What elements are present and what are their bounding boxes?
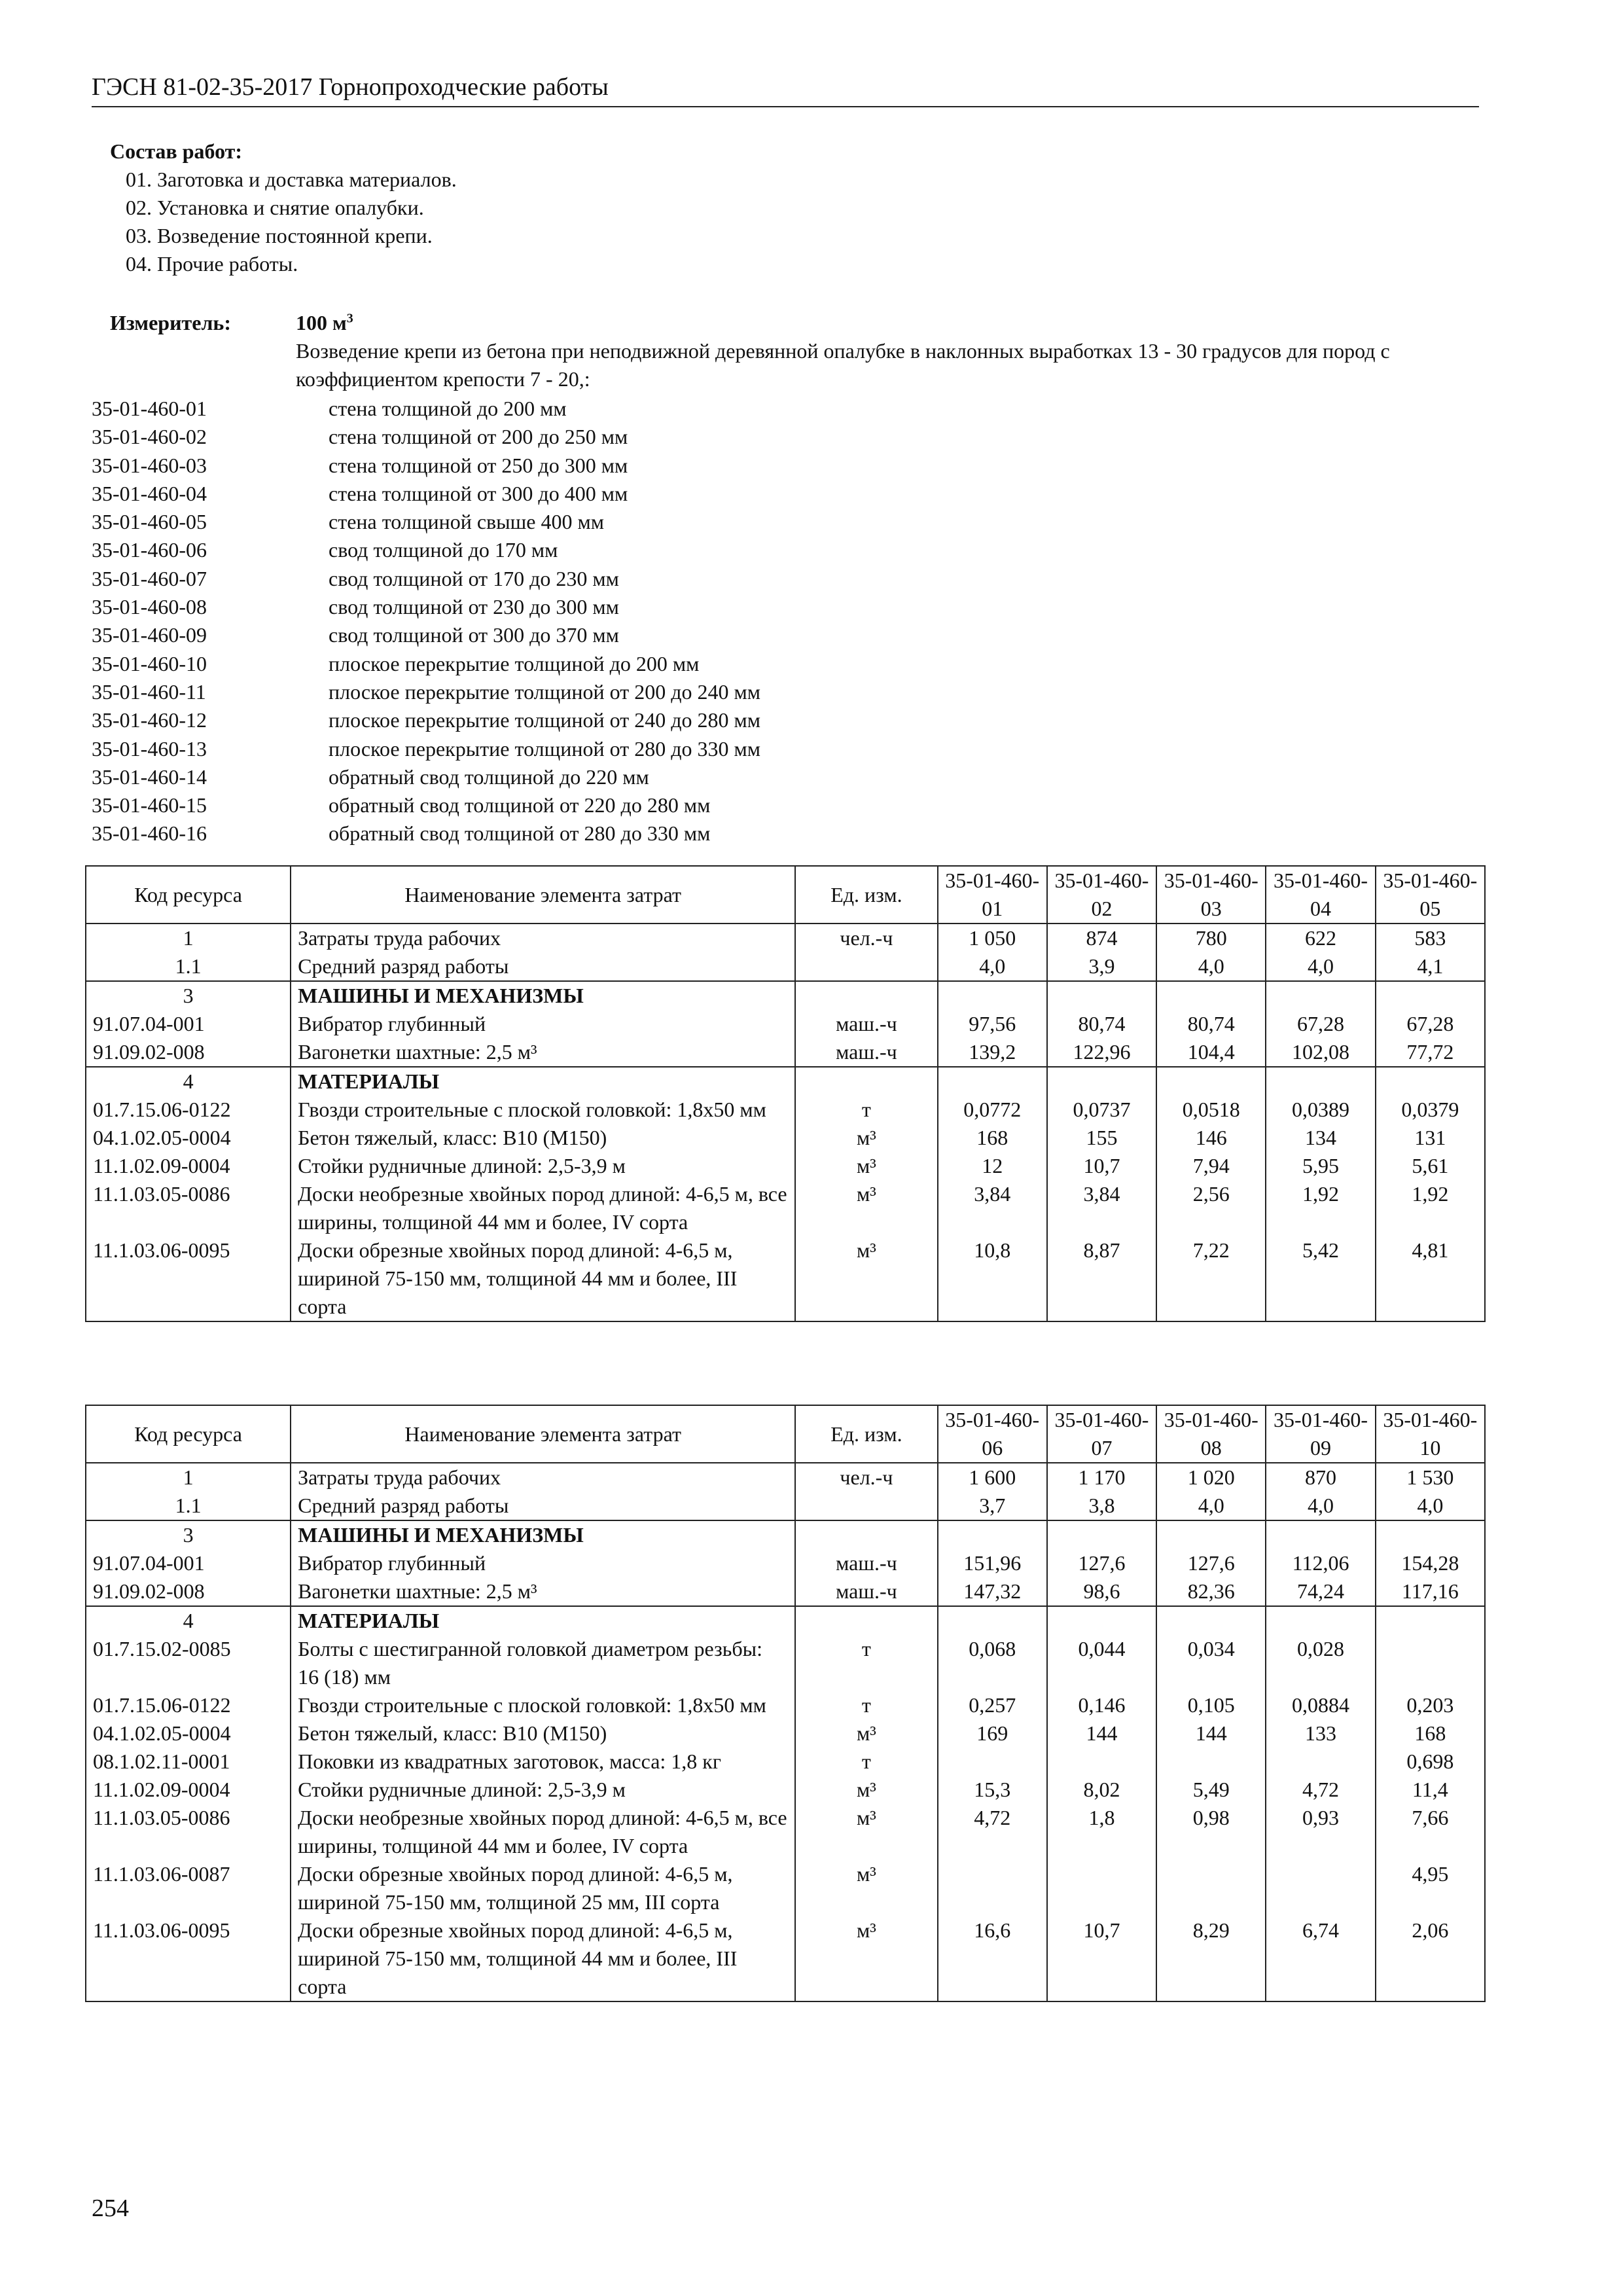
unit-cell: т — [795, 1635, 937, 1691]
resource-code-cell: 01.7.15.06-0122 — [86, 1691, 291, 1719]
resource-name-cell: Бетон тяжелый, класс: В10 (М150) — [291, 1719, 795, 1748]
value-cell: 0,044 — [1047, 1635, 1156, 1691]
value-cell — [938, 1606, 1047, 1635]
value-cell: 10,7 — [1047, 1152, 1156, 1180]
value-cell — [1047, 1067, 1156, 1096]
column-header: Код ресурса — [86, 1405, 291, 1463]
value-cell: 8,29 — [1156, 1916, 1266, 2001]
norm-code: 35-01-460-08 — [92, 595, 207, 619]
unit-cell — [795, 1520, 937, 1549]
value-cell: 0,0379 — [1376, 1096, 1485, 1124]
unit-cell — [795, 952, 937, 981]
value-cell: 11,4 — [1376, 1776, 1485, 1804]
norm-code: 35-01-460-16 — [92, 821, 207, 846]
resource-name-cell: Затраты труда рабочих — [291, 1463, 795, 1492]
unit-cell: маш.-ч — [795, 1577, 937, 1606]
value-cell: 0,203 — [1376, 1691, 1485, 1719]
work-item: 03. Возведение постоянной крепи. — [126, 224, 433, 247]
value-cell: 1,92 — [1266, 1180, 1375, 1236]
resource-name-cell: Стойки рудничные длиной: 2,5-3,9 м — [291, 1152, 795, 1180]
table-row — [86, 1635, 1485, 1691]
table-row — [86, 1010, 1485, 1038]
table-row — [86, 1748, 1485, 1776]
resource-code-cell: 1 — [86, 924, 291, 952]
value-cell: 169 — [938, 1719, 1047, 1748]
value-cell — [1376, 1606, 1485, 1635]
value-cell: 5,42 — [1266, 1236, 1375, 1321]
resource-code-cell: 11.1.03.05-0086 — [86, 1180, 291, 1236]
value-cell: 5,61 — [1376, 1152, 1485, 1180]
work-composition-title: Состав работ: — [110, 139, 243, 163]
norm-description: стена толщиной от 250 до 300 мм — [329, 453, 628, 477]
norm-code: 35-01-460-11 — [92, 679, 206, 704]
resource-code-cell: 01.7.15.06-0122 — [86, 1096, 291, 1124]
resource-code-cell: 1.1 — [86, 1492, 291, 1520]
value-cell: 10,8 — [938, 1236, 1047, 1321]
unit-cell — [795, 1067, 937, 1096]
unit-cell: м³ — [795, 1124, 937, 1152]
norm-code: 35-01-460-05 — [92, 510, 207, 534]
resource-name-cell: Затраты труда рабочих — [291, 924, 795, 952]
unit-cell: м³ — [795, 1776, 937, 1804]
table-row — [86, 1691, 1485, 1719]
value-cell: 0,698 — [1376, 1748, 1485, 1776]
table-row — [86, 1067, 1485, 1096]
value-cell: 622 — [1266, 924, 1375, 952]
value-cell: 147,32 — [938, 1577, 1047, 1606]
value-cell: 77,72 — [1376, 1038, 1485, 1067]
value-cell: 104,4 — [1156, 1038, 1266, 1067]
value-cell — [1266, 1606, 1375, 1635]
value-cell — [1266, 1520, 1375, 1549]
unit-cell: т — [795, 1691, 937, 1719]
value-cell: 7,66 — [1376, 1804, 1485, 1860]
value-cell: 0,034 — [1156, 1635, 1266, 1691]
table-row — [86, 1719, 1485, 1748]
norm-description: плоское перекрытие толщиной до 200 мм — [329, 651, 700, 675]
page-number: 254 — [92, 2195, 129, 2222]
value-cell: 4,72 — [938, 1804, 1047, 1860]
table-header-row — [86, 866, 1485, 924]
value-cell: 80,74 — [1156, 1010, 1266, 1038]
value-cell: 1 170 — [1047, 1463, 1156, 1492]
value-cell: 4,72 — [1266, 1776, 1375, 1804]
norm-code: 35-01-460-01 — [92, 397, 207, 420]
page-header: ГЭСН 81-02-35-2017 Горнопроходческие работы — [92, 71, 1479, 107]
value-cell: 4,95 — [1376, 1860, 1485, 1916]
norm-description: свод толщиной от 230 до 300 мм — [329, 595, 619, 619]
table-row — [86, 1776, 1485, 1804]
resource-name-cell: Средний разряд работы — [291, 952, 795, 981]
table-row — [86, 1860, 1485, 1916]
norm-code: 35-01-460-13 — [92, 736, 207, 761]
value-cell: 2,56 — [1156, 1180, 1266, 1236]
value-cell: 4,1 — [1376, 952, 1485, 981]
value-cell: 133 — [1266, 1719, 1375, 1748]
resource-code-cell: 11.1.03.06-0095 — [86, 1916, 291, 2001]
value-cell: 151,96 — [938, 1549, 1047, 1577]
value-cell: 74,24 — [1266, 1577, 1375, 1606]
meter-value-sup: 3 — [346, 311, 353, 326]
table-row — [86, 924, 1485, 952]
value-cell — [1266, 1748, 1375, 1776]
value-cell: 3,84 — [938, 1180, 1047, 1236]
table-row — [86, 1038, 1485, 1067]
value-cell: 1 530 — [1376, 1463, 1485, 1492]
norm-code: 35-01-460-15 — [92, 793, 207, 817]
resource-name-cell: МАТЕРИАЛЫ — [291, 1067, 795, 1096]
resource-name-cell: МАШИНЫ И МЕХАНИЗМЫ — [291, 981, 795, 1010]
value-cell: 80,74 — [1047, 1010, 1156, 1038]
value-cell — [938, 1860, 1047, 1916]
column-header: Наименование элемента затрат — [291, 1405, 795, 1463]
value-cell — [1047, 1748, 1156, 1776]
value-cell: 16,6 — [938, 1916, 1047, 2001]
value-cell: 4,0 — [938, 952, 1047, 981]
value-cell — [938, 981, 1047, 1010]
resource-code-cell: 3 — [86, 981, 291, 1010]
resource-code-cell: 1 — [86, 1463, 291, 1492]
value-cell: 117,16 — [1376, 1577, 1485, 1606]
norm-description: свод толщиной до 170 мм — [329, 538, 558, 562]
value-cell: 12 — [938, 1152, 1047, 1180]
value-cell: 127,6 — [1047, 1549, 1156, 1577]
value-cell: 1,92 — [1376, 1180, 1485, 1236]
column-header: 35-01-460-08 — [1156, 1405, 1266, 1463]
norm-description: стена толщиной от 200 до 250 мм — [329, 425, 628, 449]
value-cell: 98,6 — [1047, 1577, 1156, 1606]
value-cell — [1266, 1860, 1375, 1916]
norm-description: стена толщиной до 200 мм — [329, 397, 567, 420]
table-row — [86, 1606, 1485, 1635]
work-item: 04. Прочие работы. — [126, 252, 298, 276]
table-row — [86, 1124, 1485, 1152]
value-cell — [1047, 1520, 1156, 1549]
column-header: 35-01-460-02 — [1047, 866, 1156, 924]
value-cell: 122,96 — [1047, 1038, 1156, 1067]
table-row — [86, 981, 1485, 1010]
value-cell: 0,257 — [938, 1691, 1047, 1719]
norm-code: 35-01-460-06 — [92, 538, 207, 562]
value-cell — [1156, 1860, 1266, 1916]
unit-cell — [795, 1606, 937, 1635]
resource-name-cell: Средний разряд работы — [291, 1492, 795, 1520]
value-cell — [1156, 1606, 1266, 1635]
value-cell: 874 — [1047, 924, 1156, 952]
value-cell — [1376, 1635, 1485, 1691]
column-header: Ед. изм. — [795, 866, 937, 924]
resource-name-cell: Болты с шестигранной головкой диаметром резьбы: 16 (18) мм — [291, 1635, 795, 1691]
unit-cell: чел.-ч — [795, 924, 937, 952]
column-header: Код ресурса — [86, 866, 291, 924]
value-cell: 1 600 — [938, 1463, 1047, 1492]
value-cell: 0,0772 — [938, 1096, 1047, 1124]
value-cell: 1 050 — [938, 924, 1047, 952]
unit-cell: м³ — [795, 1152, 937, 1180]
value-cell: 3,9 — [1047, 952, 1156, 981]
work-item: 02. Установка и снятие опалубки. — [126, 196, 424, 219]
column-header: Наименование элемента затрат — [291, 866, 795, 924]
column-header: Ед. изм. — [795, 1405, 937, 1463]
value-cell — [1266, 1067, 1375, 1096]
table-row — [86, 1096, 1485, 1124]
norm-code: 35-01-460-03 — [92, 453, 207, 477]
value-cell: 4,0 — [1156, 1492, 1266, 1520]
column-header: 35-01-460-09 — [1266, 1405, 1375, 1463]
value-cell: 102,08 — [1266, 1038, 1375, 1067]
norm-description: обратный свод толщиной от 220 до 280 мм — [329, 793, 711, 817]
value-cell: 4,81 — [1376, 1236, 1485, 1321]
value-cell: 7,94 — [1156, 1152, 1266, 1180]
unit-cell: т — [795, 1748, 937, 1776]
unit-cell: м³ — [795, 1916, 937, 2001]
value-cell — [1376, 1067, 1485, 1096]
resource-code-cell: 11.1.03.05-0086 — [86, 1804, 291, 1860]
unit-cell — [795, 981, 937, 1010]
table-row — [86, 1180, 1485, 1236]
value-cell: 4,0 — [1376, 1492, 1485, 1520]
resource-name-cell: Вибратор глубинный — [291, 1010, 795, 1038]
resource-code-cell: 11.1.02.09-0004 — [86, 1776, 291, 1804]
value-cell: 0,068 — [938, 1635, 1047, 1691]
value-cell: 1,8 — [1047, 1804, 1156, 1860]
work-item: 01. Заготовка и доставка материалов. — [126, 168, 457, 191]
value-cell: 144 — [1047, 1719, 1156, 1748]
resource-table-1 — [85, 865, 1486, 1322]
unit-cell: маш.-ч — [795, 1010, 937, 1038]
table-row — [86, 1492, 1485, 1520]
table-row — [86, 1916, 1485, 2001]
value-cell: 131 — [1376, 1124, 1485, 1152]
resource-name-cell: Доски обрезные хвойных пород длиной: 4-6,5 м, шириной 75-150 мм, толщиной 44 мм и более, III сорта — [291, 1236, 795, 1321]
unit-cell: т — [795, 1096, 937, 1124]
value-cell: 3,84 — [1047, 1180, 1156, 1236]
value-cell: 0,98 — [1156, 1804, 1266, 1860]
table-row — [86, 1520, 1485, 1549]
value-cell — [1047, 981, 1156, 1010]
value-cell: 870 — [1266, 1463, 1375, 1492]
resource-name-cell: МАТЕРИАЛЫ — [291, 1606, 795, 1635]
value-cell: 82,36 — [1156, 1577, 1266, 1606]
resource-code-cell: 1.1 — [86, 952, 291, 981]
resource-name-cell: Вагонетки шахтные: 2,5 м³ — [291, 1038, 795, 1067]
value-cell: 67,28 — [1376, 1010, 1485, 1038]
column-header: 35-01-460-03 — [1156, 866, 1266, 924]
resource-name-cell: МАШИНЫ И МЕХАНИЗМЫ — [291, 1520, 795, 1549]
norm-description: стена толщиной свыше 400 мм — [329, 510, 604, 534]
value-cell: 4,0 — [1266, 952, 1375, 981]
unit-cell: м³ — [795, 1719, 937, 1748]
value-cell: 0,0518 — [1156, 1096, 1266, 1124]
resource-code-cell: 91.07.04-001 — [86, 1010, 291, 1038]
resource-code-cell: 08.1.02.11-0001 — [86, 1748, 291, 1776]
value-cell: 15,3 — [938, 1776, 1047, 1804]
value-cell: 155 — [1047, 1124, 1156, 1152]
value-cell: 7,22 — [1156, 1236, 1266, 1321]
unit-cell: чел.-ч — [795, 1463, 937, 1492]
value-cell: 5,49 — [1156, 1776, 1266, 1804]
resource-code-cell: 91.09.02-008 — [86, 1038, 291, 1067]
norm-description: плоское перекрытие толщиной от 240 до 280 мм — [329, 708, 760, 732]
norm-description: стена толщиной от 300 до 400 мм — [329, 481, 628, 505]
value-cell: 0,105 — [1156, 1691, 1266, 1719]
resource-name-cell: Вибратор глубинный — [291, 1549, 795, 1577]
value-cell: 0,93 — [1266, 1804, 1375, 1860]
resource-name-cell: Стойки рудничные длиной: 2,5-3,9 м — [291, 1776, 795, 1804]
norm-description: свод толщиной от 170 до 230 мм — [329, 566, 619, 590]
unit-cell: м³ — [795, 1236, 937, 1321]
value-cell: 8,02 — [1047, 1776, 1156, 1804]
value-cell — [938, 1067, 1047, 1096]
value-cell: 0,0884 — [1266, 1691, 1375, 1719]
value-cell — [1047, 1606, 1156, 1635]
norm-code: 35-01-460-04 — [92, 481, 207, 505]
value-cell: 127,6 — [1156, 1549, 1266, 1577]
value-cell — [1156, 1748, 1266, 1776]
norm-code: 35-01-460-14 — [92, 764, 207, 789]
table-header-row — [86, 1405, 1485, 1463]
value-cell — [1376, 1520, 1485, 1549]
norm-code: 35-01-460-09 — [92, 623, 207, 647]
value-cell: 154,28 — [1376, 1549, 1485, 1577]
norm-description: плоское перекрытие толщиной от 200 до 240 мм — [329, 679, 760, 704]
resource-code-cell: 04.1.02.05-0004 — [86, 1719, 291, 1748]
value-cell — [1156, 981, 1266, 1010]
norm-code: 35-01-460-07 — [92, 566, 207, 590]
value-cell: 146 — [1156, 1124, 1266, 1152]
value-cell: 4,0 — [1266, 1492, 1375, 1520]
resource-name-cell: Поковки из квадратных заготовок, масса: 1,8 кг — [291, 1748, 795, 1776]
resource-name-cell: Доски обрезные хвойных пород длиной: 4-6,5 м, шириной 75-150 мм, толщиной 44 мм и более, III сорта — [291, 1916, 795, 2001]
resource-name-cell: Доски обрезные хвойных пород длиной: 4-6,5 м, шириной 75-150 мм, толщиной 25 мм, III сорта — [291, 1860, 795, 1916]
value-cell — [1047, 1860, 1156, 1916]
resource-code-cell: 91.09.02-008 — [86, 1577, 291, 1606]
value-cell — [938, 1520, 1047, 1549]
value-cell — [1376, 981, 1485, 1010]
value-cell — [1156, 1520, 1266, 1549]
meter-section — [92, 309, 1492, 393]
column-header: 35-01-460-10 — [1376, 1405, 1485, 1463]
value-cell: 0,146 — [1047, 1691, 1156, 1719]
table-row — [86, 1577, 1485, 1606]
table-row — [86, 1804, 1485, 1860]
unit-cell: маш.-ч — [795, 1038, 937, 1067]
value-cell: 139,2 — [938, 1038, 1047, 1067]
value-cell: 4,0 — [1156, 952, 1266, 981]
unit-cell: м³ — [795, 1180, 937, 1236]
value-cell: 583 — [1376, 924, 1485, 952]
unit-cell: маш.-ч — [795, 1549, 937, 1577]
norm-code: 35-01-460-12 — [92, 708, 207, 732]
unit-cell: м³ — [795, 1860, 937, 1916]
resource-name-cell: Гвозди строительные с плоской головкой: 1,8х50 мм — [291, 1691, 795, 1719]
value-cell: 0,028 — [1266, 1635, 1375, 1691]
meter-description: Возведение крепи из бетона при неподвижной деревянной опалубке в наклонных выработках 13 - 30 градусов для пород с коэффициентом крепости 7 - 20,: — [296, 339, 1390, 391]
column-header: 35-01-460-04 — [1266, 866, 1375, 924]
work-composition — [110, 137, 457, 278]
norm-code: 35-01-460-10 — [92, 651, 207, 675]
resource-code-cell: 4 — [86, 1606, 291, 1635]
norm-description: обратный свод толщиной до 220 мм — [329, 764, 649, 789]
table-row — [86, 1549, 1485, 1577]
table-row — [86, 1463, 1485, 1492]
resource-name-cell: Вагонетки шахтные: 2,5 м³ — [291, 1577, 795, 1606]
resource-code-cell: 11.1.02.09-0004 — [86, 1152, 291, 1180]
value-cell: 67,28 — [1266, 1010, 1375, 1038]
value-cell: 5,95 — [1266, 1152, 1375, 1180]
value-cell: 3,7 — [938, 1492, 1047, 1520]
value-cell — [1266, 981, 1375, 1010]
value-cell: 2,06 — [1376, 1916, 1485, 2001]
value-cell: 168 — [938, 1124, 1047, 1152]
value-cell: 6,74 — [1266, 1916, 1375, 2001]
column-header: 35-01-460-05 — [1376, 866, 1485, 924]
value-cell: 0,0737 — [1047, 1096, 1156, 1124]
meter-label: Измеритель: — [110, 311, 231, 334]
value-cell: 10,7 — [1047, 1916, 1156, 2001]
resource-table-2 — [85, 1405, 1486, 2002]
table-row — [86, 1236, 1485, 1321]
resource-name-cell: Доски необрезные хвойных пород длиной: 4-6,5 м, все ширины, толщиной 44 мм и более, IV сорта — [291, 1180, 795, 1236]
unit-cell: м³ — [795, 1804, 937, 1860]
resource-code-cell: 01.7.15.02-0085 — [86, 1635, 291, 1691]
value-cell: 144 — [1156, 1719, 1266, 1748]
column-header: 35-01-460-07 — [1047, 1405, 1156, 1463]
value-cell: 112,06 — [1266, 1549, 1375, 1577]
value-cell: 3,8 — [1047, 1492, 1156, 1520]
resource-name-cell: Бетон тяжелый, класс: В10 (М150) — [291, 1124, 795, 1152]
meter-value-text: 100 м — [296, 311, 347, 334]
value-cell — [938, 1748, 1047, 1776]
norm-code: 35-01-460-02 — [92, 425, 207, 449]
resource-code-cell: 4 — [86, 1067, 291, 1096]
resource-name-cell: Гвозди строительные с плоской головкой: 1,8х50 мм — [291, 1096, 795, 1124]
unit-cell — [795, 1492, 937, 1520]
value-cell: 0,0389 — [1266, 1096, 1375, 1124]
resource-code-cell: 3 — [86, 1520, 291, 1549]
norm-description: свод толщиной от 300 до 370 мм — [329, 623, 619, 647]
meter-value — [296, 309, 353, 337]
norm-description: обратный свод толщиной от 280 до 330 мм — [329, 821, 711, 846]
value-cell: 97,56 — [938, 1010, 1047, 1038]
value-cell: 168 — [1376, 1719, 1485, 1748]
value-cell: 1 020 — [1156, 1463, 1266, 1492]
value-cell: 134 — [1266, 1124, 1375, 1152]
value-cell: 780 — [1156, 924, 1266, 952]
resource-code-cell: 04.1.02.05-0004 — [86, 1124, 291, 1152]
resource-name-cell: Доски необрезные хвойных пород длиной: 4-6,5 м, все ширины, толщиной 44 мм и более, IV сорта — [291, 1804, 795, 1860]
column-header: 35-01-460-06 — [938, 1405, 1047, 1463]
table-row — [86, 1152, 1485, 1180]
column-header: 35-01-460-01 — [938, 866, 1047, 924]
table-row — [86, 952, 1485, 981]
norm-description: плоское перекрытие толщиной от 280 до 330 мм — [329, 736, 760, 761]
resource-code-cell: 11.1.03.06-0087 — [86, 1860, 291, 1916]
value-cell — [1156, 1067, 1266, 1096]
value-cell: 8,87 — [1047, 1236, 1156, 1321]
resource-code-cell: 91.07.04-001 — [86, 1549, 291, 1577]
resource-code-cell: 11.1.03.06-0095 — [86, 1236, 291, 1321]
